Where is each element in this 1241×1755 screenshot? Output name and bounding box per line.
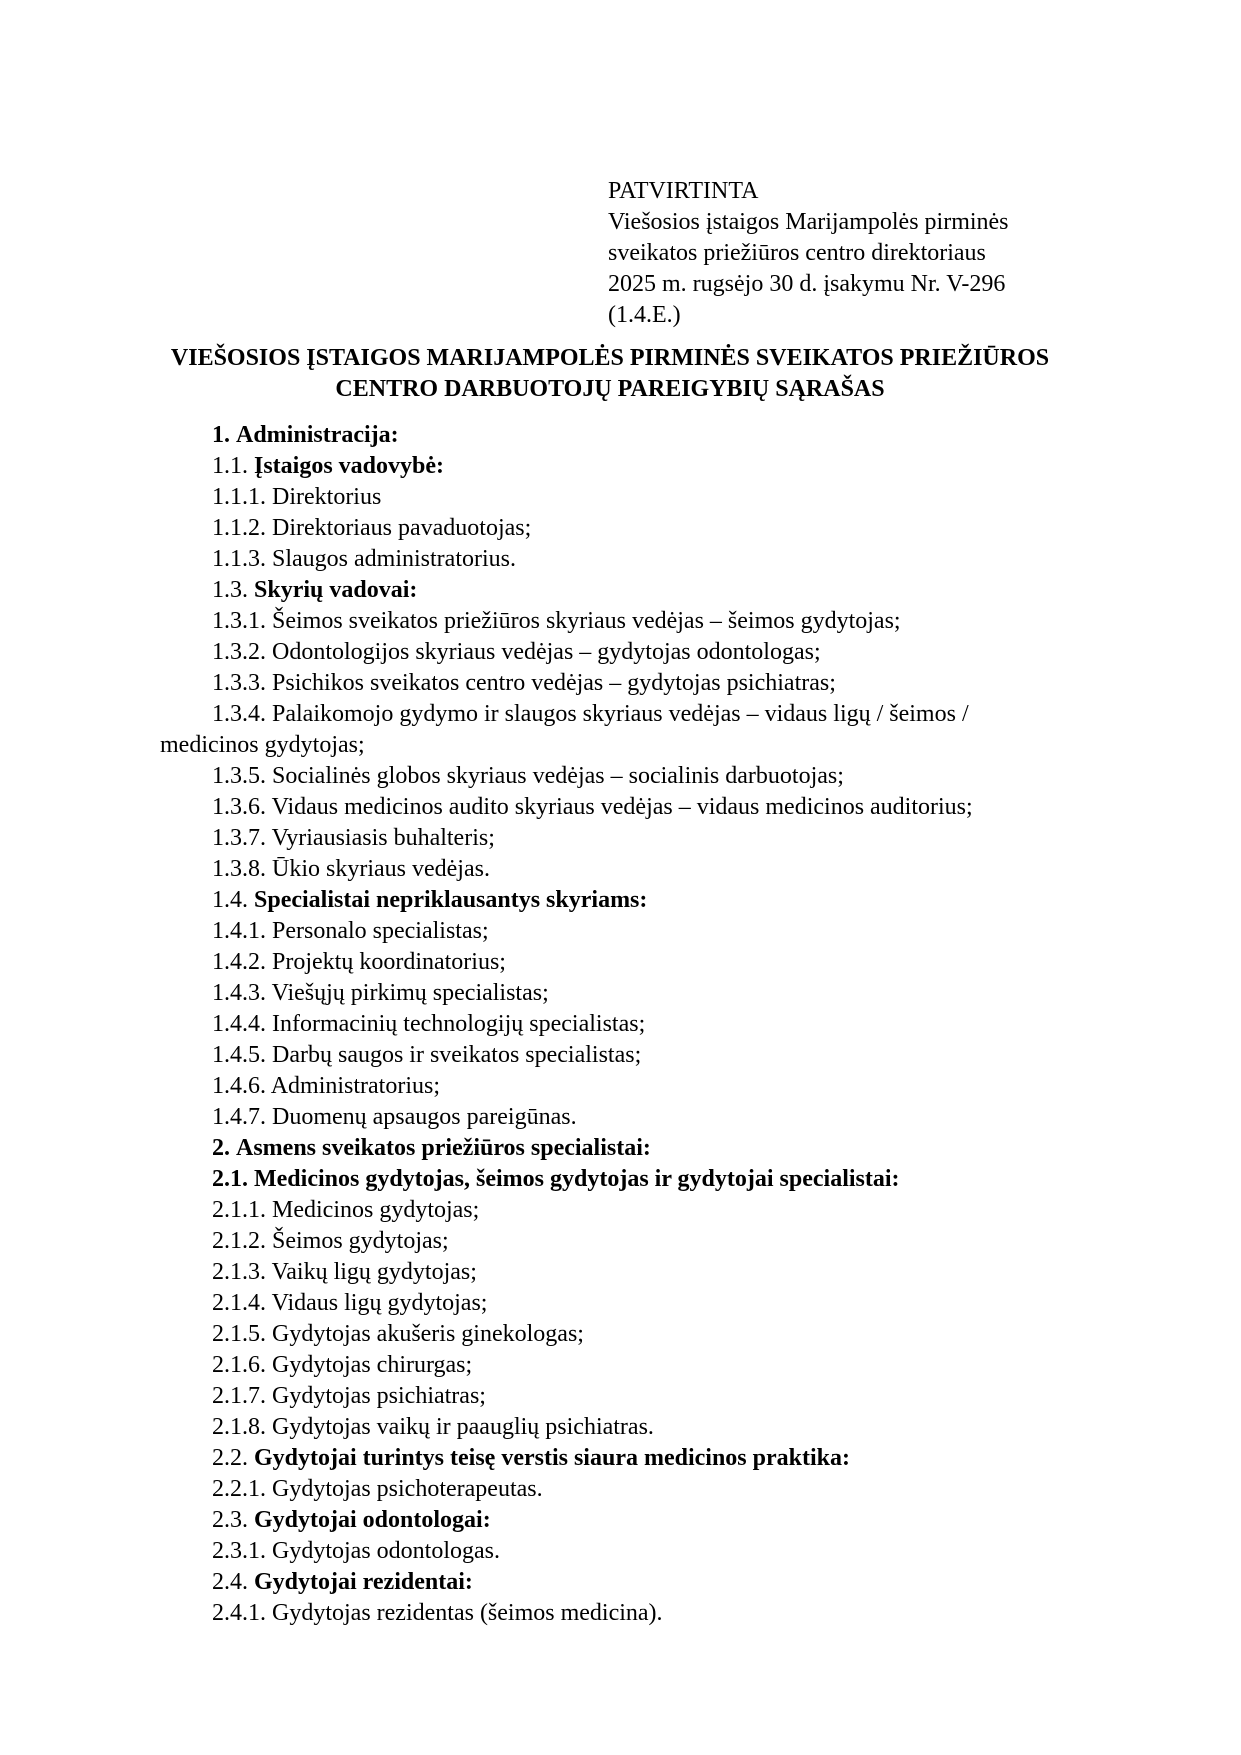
item-number: 2.1.7. <box>212 1383 266 1409</box>
list-item <box>160 420 1060 451</box>
item-label: Vyriausiasis buhalteris; <box>271 825 495 851</box>
item-label: Medicinos gydytojas, šeimos gydytojas ir gydytojai specialistai: <box>254 1166 900 1192</box>
item-label: Gydytojas chirurgas; <box>272 1352 473 1378</box>
item-label: Psichikos sveikatos centro vedėjas – gydytojas psichiatras; <box>272 670 836 696</box>
item-label: Gydytojas psichoterapeutas. <box>272 1476 543 1502</box>
list-item <box>160 792 1060 823</box>
item-label: Gydytojas vaikų ir paauglių psichiatras. <box>272 1414 654 1440</box>
item-label: Gydytojai turintys teisę verstis siaura medicinos praktika: <box>254 1445 850 1471</box>
item-number: 2.1.5. <box>212 1321 266 1347</box>
item-number: 2.1. <box>212 1166 248 1192</box>
list-item <box>160 823 1060 854</box>
item-label: Informacinių technologijų specialistas; <box>272 1011 646 1037</box>
list-item <box>160 1195 1060 1226</box>
list-item <box>160 1381 1060 1412</box>
item-number: 1.1. <box>212 453 248 479</box>
item-label: Gydytojas rezidentas (šeimos medicina). <box>272 1600 663 1626</box>
item-label: Asmens sveikatos priežiūros specialistai: <box>236 1135 651 1161</box>
item-label: Gydytojas psichiatras; <box>272 1383 486 1409</box>
item-number: 1.4.4. <box>212 1011 266 1037</box>
list-item <box>160 1164 1060 1195</box>
list-item <box>160 854 1060 885</box>
item-number: 2.3. <box>212 1507 248 1533</box>
item-label: Skyrių vadovai: <box>254 577 418 603</box>
item-number: 1.4.2. <box>212 949 266 975</box>
list-item <box>160 575 1060 606</box>
item-number: 1.3.3. <box>212 670 266 696</box>
title-line: VIEŠOSIOS ĮSTAIGOS MARIJAMPOLĖS PIRMINĖS SVEIKATOS PRIEŽIŪROS <box>170 345 1050 371</box>
item-number: 1.1.1. <box>212 484 266 510</box>
item-number: 2.1.8. <box>212 1414 266 1440</box>
title-line: CENTRO DARBUOTOJŲ PAREIGYBIŲ SĄRAŠAS <box>335 376 885 402</box>
list-item <box>160 699 1060 761</box>
item-label: Projektų koordinatorius; <box>272 949 506 975</box>
list-item <box>160 1319 1060 1350</box>
item-number: 1.4.7. <box>212 1104 266 1130</box>
document-title <box>160 343 1060 405</box>
item-number: 1.3.2. <box>212 639 266 665</box>
list-item <box>160 451 1060 482</box>
item-number: 1.1.3. <box>212 546 266 572</box>
item-number: 2. <box>212 1135 230 1161</box>
item-number: 1.4.3. <box>212 980 266 1006</box>
item-number: 1.3.1. <box>212 608 266 634</box>
list-item <box>160 1350 1060 1381</box>
item-number: 1.3.5. <box>212 763 266 789</box>
approval-block <box>608 176 1060 331</box>
list-item <box>160 637 1060 668</box>
list-item <box>160 1505 1060 1536</box>
list-item <box>160 1009 1060 1040</box>
document-content <box>160 176 1060 1629</box>
list-item <box>160 978 1060 1009</box>
item-number: 2.4.1. <box>212 1600 266 1626</box>
item-number: 2.1.6. <box>212 1352 266 1378</box>
approval-line: sveikatos priežiūros centro direktoriaus <box>608 240 986 266</box>
approval-line: 2025 m. rugsėjo 30 d. įsakymu Nr. V-296 (1.4.E.) <box>608 271 1006 328</box>
item-label: Direktorius <box>272 484 382 510</box>
item-label: Šeimos sveikatos priežiūros skyriaus vedėjas – šeimos gydytojas; <box>272 608 901 634</box>
item-number: 2.4. <box>212 1569 248 1595</box>
approval-line: Viešosios įstaigos Marijampolės pirminės <box>608 209 1009 235</box>
list-item <box>160 947 1060 978</box>
item-number: 2.1.2. <box>212 1228 266 1254</box>
item-label: Specialistai nepriklausantys skyriams: <box>254 887 648 913</box>
item-number: 1. <box>212 422 230 448</box>
item-label: Vidaus ligų gydytojas; <box>271 1290 488 1316</box>
item-label: Įstaigos vadovybė: <box>254 453 445 479</box>
item-label: Administracija: <box>236 422 399 448</box>
list-item <box>160 1257 1060 1288</box>
list-item <box>160 761 1060 792</box>
list-item <box>160 1474 1060 1505</box>
list-item <box>160 1567 1060 1598</box>
item-label: Gydytojas akušeris ginekologas; <box>272 1321 584 1347</box>
item-label: Gydytojai rezidentai: <box>254 1569 473 1595</box>
position-list <box>160 420 1060 1629</box>
item-number: 2.3.1. <box>212 1538 266 1564</box>
item-label: Socialinės globos skyriaus vedėjas – socialinis darbuotojas; <box>272 763 844 789</box>
list-item <box>160 482 1060 513</box>
item-label: Medicinos gydytojas; <box>272 1197 480 1223</box>
item-label: Vidaus medicinos audito skyriaus vedėjas – vidaus medicinos auditorius; <box>271 794 973 820</box>
list-item <box>160 1412 1060 1443</box>
item-number: 2.2. <box>212 1445 248 1471</box>
item-number: 1.3.6. <box>212 794 266 820</box>
list-item <box>160 668 1060 699</box>
list-item <box>160 916 1060 947</box>
list-item <box>160 1536 1060 1567</box>
item-number: 1.1.2. <box>212 515 266 541</box>
item-number: 1.3.4. <box>212 701 266 727</box>
list-item <box>160 1040 1060 1071</box>
item-number: 1.4.1. <box>212 918 266 944</box>
list-item <box>160 1598 1060 1629</box>
item-label: Šeimos gydytojas; <box>272 1228 449 1254</box>
item-label: Gydytojai odontologai: <box>254 1507 491 1533</box>
list-item <box>160 1133 1060 1164</box>
item-label: Direktoriaus pavaduotojas; <box>272 515 532 541</box>
list-item <box>160 1102 1060 1133</box>
item-number: 1.4.5. <box>212 1042 266 1068</box>
approval-line: PATVIRTINTA <box>608 178 759 204</box>
item-label: Personalo specialistas; <box>272 918 489 944</box>
list-item <box>160 606 1060 637</box>
item-label: Viešųjų pirkimų specialistas; <box>271 980 549 1006</box>
list-item <box>160 513 1060 544</box>
item-number: 1.3. <box>212 577 248 603</box>
list-item <box>160 544 1060 575</box>
item-number: 1.4. <box>212 887 248 913</box>
item-number: 1.3.8. <box>212 856 266 882</box>
list-item <box>160 885 1060 916</box>
item-label: Gydytojas odontologas. <box>272 1538 500 1564</box>
item-number: 1.4.6. <box>212 1073 266 1099</box>
list-item <box>160 1288 1060 1319</box>
item-label: Vaikų ligų gydytojas; <box>271 1259 477 1285</box>
item-label: Ūkio skyriaus vedėjas. <box>272 856 490 882</box>
item-label: Duomenų apsaugos pareigūnas. <box>272 1104 577 1130</box>
item-number: 2.1.4. <box>212 1290 266 1316</box>
list-item <box>160 1071 1060 1102</box>
item-label: Administratorius; <box>270 1073 441 1099</box>
item-number: 2.2.1. <box>212 1476 266 1502</box>
list-item <box>160 1226 1060 1257</box>
item-label: Darbų saugos ir sveikatos specialistas; <box>272 1042 642 1068</box>
list-item <box>160 1443 1060 1474</box>
item-number: 2.1.3. <box>212 1259 266 1285</box>
item-label: Palaikomojo gydymo ir slaugos skyriaus vedėjas – vidaus ligų / šeimos / medicinos gydytojas; <box>160 701 969 758</box>
item-number: 2.1.1. <box>212 1197 266 1223</box>
item-number: 1.3.7. <box>212 825 266 851</box>
item-label: Slaugos administratorius. <box>272 546 516 572</box>
item-label: Odontologijos skyriaus vedėjas – gydytojas odontologas; <box>272 639 821 665</box>
